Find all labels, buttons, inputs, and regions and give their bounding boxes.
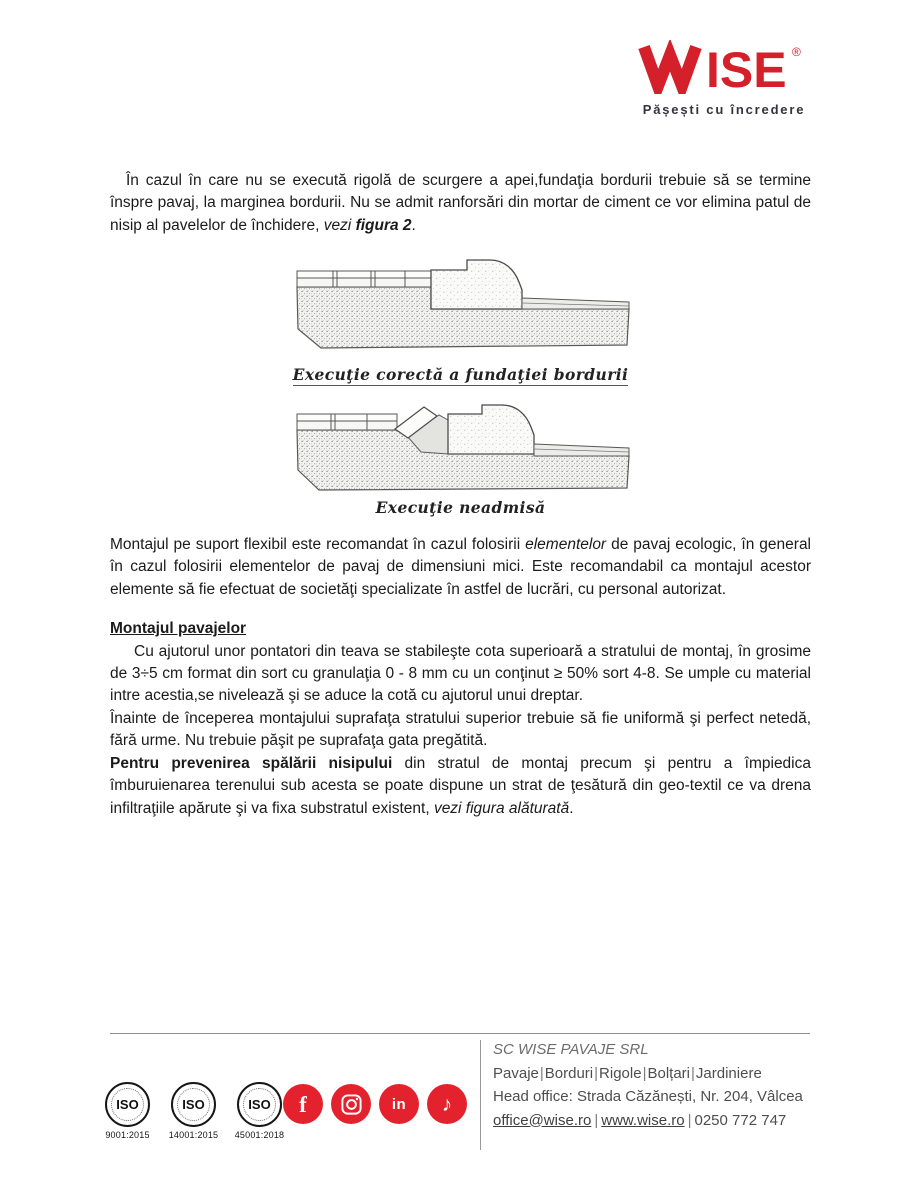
- p2-lead: Montajul pe suport flexibil este recomandat în cazul folosirii: [110, 536, 526, 554]
- tiktok-glyph: ♪: [441, 1092, 453, 1116]
- p1-lead: În cazul în care nu se execută rigolă de scurgere a apei,fundaţia bordurii trebuie să se termine înspre pavaj, la marginea bordurii. Nu se admit ranforsări din mortar de ciment ce vor elimina patul de nisip al pavelelor de închidere,: [110, 172, 811, 234]
- logo-ise-text: ISE: [706, 42, 787, 94]
- p5-period: .: [569, 799, 574, 817]
- footer-divider-line: [110, 1033, 810, 1034]
- phone-number: 0250 772 747: [694, 1111, 787, 1129]
- company-name: SC WISE PAVAJE SRL: [493, 1041, 649, 1058]
- service-boltari: Bolțari: [647, 1064, 691, 1082]
- document-body: [110, 170, 811, 820]
- drawing-inadmissible-execution: [281, 400, 641, 494]
- contact-line: [493, 1109, 803, 1133]
- registered-mark: ®: [792, 45, 801, 59]
- p1-see-ref: vezi: [323, 216, 356, 234]
- iso-certifications: [101, 1082, 286, 1140]
- iso-14001-badge: [167, 1082, 220, 1140]
- drawing-correct-execution: [281, 255, 641, 361]
- contact-sep-2: |: [687, 1111, 692, 1129]
- instagram-glyph: [341, 1094, 362, 1115]
- services-sep-3: |: [642, 1064, 647, 1082]
- iso-45001-cert: 45001:2018: [234, 1130, 285, 1140]
- services-sep-4: |: [691, 1064, 695, 1082]
- footer-contact-block: [493, 1038, 803, 1132]
- figure-2: [251, 255, 671, 519]
- linkedin-icon[interactable]: [379, 1084, 419, 1124]
- iso-9001-cert: 9001:2015: [105, 1130, 150, 1140]
- p2-rest: de pavaj ecologic, în general în cazul folosirii elementelor de pavaj de dimensiuni mici. Este recomandabil ca montajul acestor elemente să fie efectuat de societăţi specializate în astfel de lucrări, cu personal autorizat.: [110, 536, 812, 598]
- services-sep-2: |: [594, 1064, 599, 1082]
- wise-logo: [636, 40, 812, 117]
- facebook-icon[interactable]: [283, 1084, 323, 1124]
- linkedin-glyph: in: [391, 1095, 407, 1113]
- paragraph-2: [110, 534, 811, 601]
- iso-45001-seal-icon: [237, 1082, 282, 1127]
- wise-logo-mark: [636, 40, 812, 94]
- services-list: [493, 1062, 803, 1086]
- paragraph-4: Înainte de începerea montajului suprafaţa stratului superior trebuie să fie uniformă şi perfect netedă, fără urme. Nu trebuie păşit pe suprafaţa gata pregătită.: [110, 709, 811, 750]
- paragraph-1: [110, 170, 811, 237]
- caption-correct-execution: [251, 364, 671, 386]
- p2-elements-italic: elementelor: [525, 536, 607, 554]
- p1-figure-ref: figura 2: [355, 216, 412, 234]
- email-link[interactable]: office@wise.ro: [493, 1111, 592, 1129]
- tiktok-icon[interactable]: [427, 1084, 467, 1124]
- page-footer: [0, 1033, 919, 1178]
- iso-14001-cert: 14001:2015: [168, 1130, 219, 1140]
- instagram-icon[interactable]: [331, 1084, 371, 1124]
- website-link[interactable]: www.wise.ro: [601, 1111, 685, 1129]
- p5-figure-ref: vezi figura alăturată: [433, 799, 570, 817]
- service-rigole: Rigole: [599, 1064, 642, 1082]
- head-office-address: Head office: Strada Căzănești, Nr. 204, Vâlcea: [493, 1088, 803, 1105]
- caption-correct-text: Execuţie corectă a fundaţiei bordurii: [292, 365, 629, 385]
- p1-period: .: [411, 216, 416, 234]
- iso-9001-seal-icon: [105, 1082, 150, 1127]
- service-jardiniere: Jardiniere: [695, 1064, 762, 1082]
- iso-9001-label: ISO: [116, 1097, 139, 1112]
- iso-14001-seal-icon: [171, 1082, 216, 1127]
- logo-tagline: Pășești cu încredere: [642, 102, 806, 117]
- social-icons: [283, 1084, 467, 1124]
- paragraph-3: Cu ajutorul unor pontatori din teava se stabileşte cota superioară a stratului de montaj, în grosime de 3÷5 cm format din sort cu granulaţia 0 - 8 mm cu un conţinut ≥ 50% sort 4-8. Se umple cu material intre acestia,se nivelează şi se aduce la cotă cu ajutorul unui dreptar.: [110, 642, 811, 705]
- paragraph-5: [110, 753, 811, 820]
- p5-bold-lead: Pentru prevenirea spălării nisipului: [110, 754, 393, 772]
- logo-w-shape: [644, 47, 696, 86]
- p5-mid: din stratul de montaj precum şi pentru a împiedica îmburuienarea terenului sub acesta se poate dispune un strat de ţesătură din geo-textil ce va drena infiltraţiile apărute şi va fixa substratul existent,: [110, 754, 811, 817]
- section-heading-montajul-pavajelor: Montajul pavajelor: [110, 620, 247, 638]
- iso-9001-badge: [101, 1082, 154, 1140]
- facebook-glyph: f: [299, 1091, 307, 1117]
- caption-inadmissible-execution: Execuţie neadmisă: [375, 497, 546, 517]
- iso-14001-label: ISO: [182, 1097, 205, 1112]
- service-borduri: Borduri: [544, 1064, 594, 1082]
- iso-45001-badge: [233, 1082, 286, 1140]
- contact-sep-1: |: [594, 1111, 599, 1129]
- services-sep-1: |: [539, 1064, 544, 1082]
- iso-45001-label: ISO: [248, 1097, 271, 1112]
- service-pavaje: Pavaje: [493, 1064, 539, 1082]
- footer-vertical-divider: [480, 1040, 481, 1150]
